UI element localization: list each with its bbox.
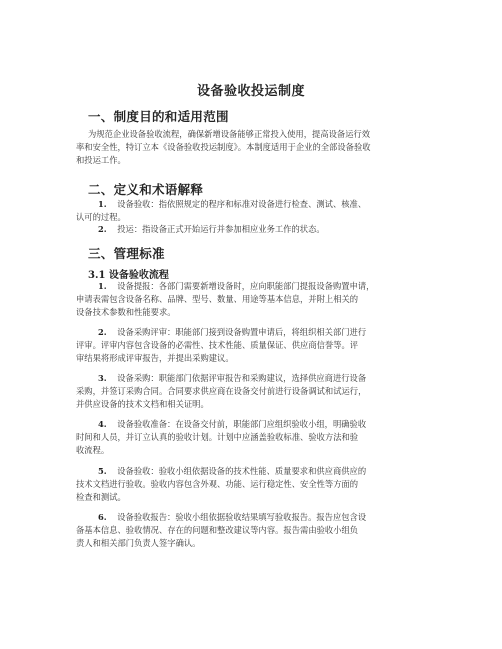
paragraph-line: 为规范企业设备验收流程，确保新增设备能够正常投入使用，提高设备运行效 <box>88 129 371 139</box>
item-text: 设备验收报告：验收小组依据验收结果填写验收报告。报告应包含设 <box>117 512 367 522</box>
section-1-heading: 一、制度目的和适用范围 <box>88 109 229 124</box>
item-text: 设备采购评审：职能部门接到设备购置申请后，将组织相关部门进行 <box>117 327 367 337</box>
item-text: 设备技术参数和性能要求。 <box>76 307 176 317</box>
item-text: 认可的过程。 <box>76 212 126 222</box>
section-3-item-2 <box>76 326 413 365</box>
item-text: 投运：指设备正式开始运行并参加相应业务工作的状态。 <box>117 224 325 234</box>
section-3-item-6 <box>76 511 413 550</box>
item-number: 1. <box>98 199 107 209</box>
item-text: 技术文档进行验收。验收内容包含外观、功能、运行稳定性、安全性等方面的 <box>76 479 359 489</box>
item-text: 设备验收：指依照规定的程序和标准对设备进行检查、测试、核准、 <box>117 199 367 209</box>
section-3-item-5 <box>76 465 413 504</box>
item-number: 3. <box>98 373 107 383</box>
document-title: 设备验收投运制度 <box>196 84 305 99</box>
item-number: 2. <box>98 224 107 234</box>
section-3-item-4 <box>76 418 413 457</box>
item-text: 时间和人员，并订立认真的验收计划。计划中应涵盖验收标准、验收方法和验 <box>76 432 359 442</box>
section-2-heading: 二、定义和术语解释 <box>88 182 204 197</box>
section-3-subheading: 3.1 设备验收流程 <box>88 270 169 281</box>
item-number: 5. <box>98 466 107 476</box>
paragraph-line: 和投运工作。 <box>76 155 126 165</box>
section-3-item-3 <box>76 372 413 411</box>
section-3-heading: 三、管理标准 <box>88 246 165 261</box>
paragraph-line: 率和安全性，特订立本《设备验收投运制度》。本制度适用于企业的全部设备验收 <box>76 142 371 152</box>
item-text: 设备验收：验收小组依据设备的技术性能、质量要求和供应商供应的 <box>117 466 367 476</box>
item-number: 6. <box>98 512 107 522</box>
item-number: 1. <box>98 281 107 291</box>
section-1-paragraph <box>76 128 413 167</box>
item-text: 设备采购：职能部门依据评审报告和采购建议，选择供应商进行设备 <box>117 373 367 383</box>
item-text: 并供应设备的技术文档和相关证明。 <box>76 399 209 409</box>
item-text: 责人和相关部门负责人签字确认。 <box>76 538 201 548</box>
item-text: 申请表需包含设备名称、品牌、型号、数量、用途等基本信息，并附上相关的 <box>76 294 359 304</box>
section-3-item-1 <box>76 280 413 319</box>
item-text: 收流程。 <box>76 445 110 455</box>
item-text: 采购，并签订采购合同。合同要求供应商在设备交付前进行设备调试和试运行， <box>76 386 367 396</box>
item-text: 审结果将形成评审报告，并提出采购建议。 <box>76 353 234 363</box>
item-number: 2. <box>98 327 107 337</box>
item-text: 设备提报：各部门需要新增设备时，应向职能部门提报设备购置申请， <box>117 281 375 291</box>
section-2-item-2 <box>88 223 413 236</box>
item-text: 备基本信息、验收情况、存在的问题和整改建议等内容。报告需由验收小组负 <box>76 525 359 535</box>
item-text: 设备验收准备：在设备交付前，职能部门应组织验收小组，明确验收 <box>117 419 367 429</box>
item-text: 检查和测试。 <box>76 492 126 502</box>
section-2-item-1 <box>76 198 413 224</box>
item-number: 4. <box>98 419 107 429</box>
item-text: 评审。评审内容包含设备的必需性、技术性能、质量保证、供应商信誉等。评 <box>76 340 359 350</box>
